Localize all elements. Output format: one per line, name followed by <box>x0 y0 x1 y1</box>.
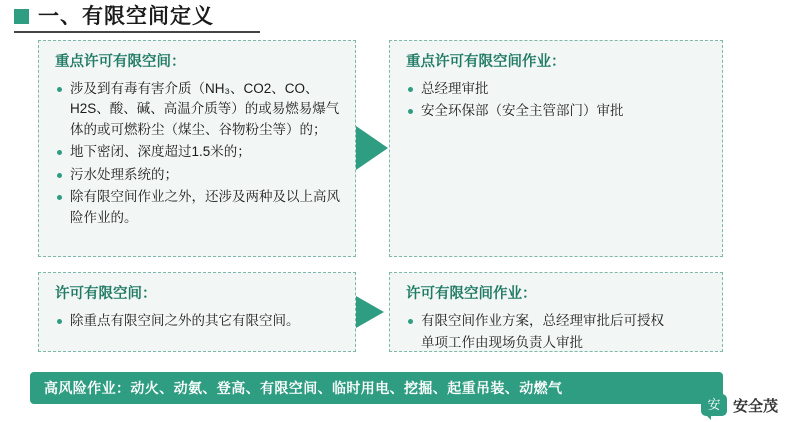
list-item: 有限空间作业方案，总经理审批后可授权 <box>406 311 708 332</box>
watermark-logo-icon <box>701 394 727 416</box>
title-underline <box>14 31 260 33</box>
card-key-permit-space <box>38 40 356 257</box>
card-permit-space-heading: 许可有限空间： <box>55 286 157 302</box>
card-key-permit-work <box>389 40 723 257</box>
list-item: 除重点有限空间之外的其它有限空间。 <box>55 311 341 332</box>
title-marker-icon <box>14 9 29 24</box>
watermark-logo-glyph: 安 <box>707 397 721 412</box>
card-permit-work <box>389 272 723 352</box>
card-permit-space-list <box>55 311 341 332</box>
page-title-text: 一、有限空间定义 <box>38 5 214 28</box>
watermark-text: 安全茂 <box>732 397 778 415</box>
watermark <box>701 394 778 416</box>
card-permit-space <box>38 272 356 352</box>
card-permit-work-heading: 许可有限空间作业： <box>406 286 537 302</box>
footer-banner-text: 高风险作业：动火、动氨、登高、有限空间、临时用电、挖掘、起重吊装、动燃气 <box>44 380 563 396</box>
card-key-permit-space-heading: 重点许可有限空间： <box>55 54 186 70</box>
arrow-right-icon <box>356 126 388 170</box>
list-item: 涉及到有毒有害介质（NH₃、CO2、CO、H2S、酸、碱、高温介质等）的或易燃易爆气体的或可燃粉尘（煤尘、谷物粉尘等）的； <box>55 79 341 141</box>
card-key-permit-work-list <box>406 79 708 122</box>
page-title <box>14 6 214 27</box>
card-permit-work-list <box>406 311 708 354</box>
list-item: 总经理审批 <box>406 79 708 100</box>
list-item: 单项工作由现场负责人审批 <box>421 335 583 351</box>
list-item: 地下密闭、深度超过1.5米的； <box>55 142 341 163</box>
footer-banner <box>30 372 723 404</box>
arrow-right-icon <box>356 296 384 328</box>
list-item: 除有限空间作业之外，还涉及两种及以上高风险作业的。 <box>55 187 341 228</box>
card-key-permit-work-heading: 重点许可有限空间作业： <box>406 54 566 70</box>
list-item: 污水处理系统的； <box>55 165 341 186</box>
card-key-permit-space-list <box>55 79 341 229</box>
list-item: 安全环保部（安全主管部门）审批 <box>406 101 708 122</box>
